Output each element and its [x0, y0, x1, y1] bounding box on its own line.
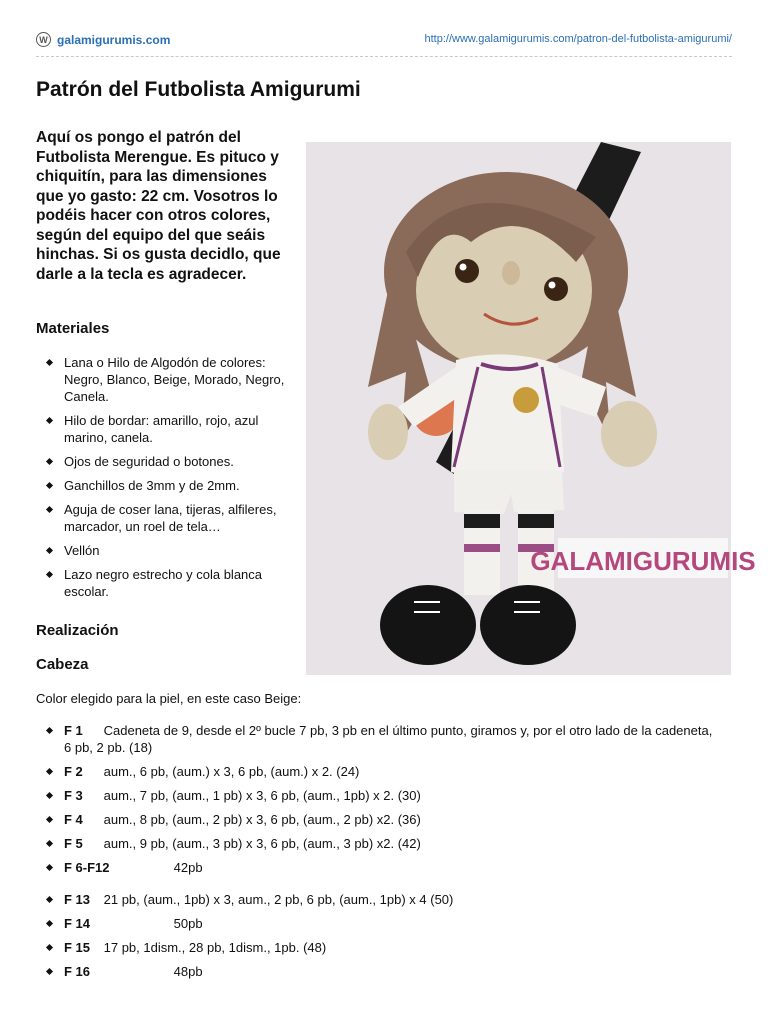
materiales-list	[36, 354, 294, 607]
round-text: Cadeneta de 9, desde el 2º bucle 7 pb, 3 pb en el último punto, giramos y, por el otro lado de la cadeneta, 6 pb, 2 pb. (18)	[64, 723, 713, 755]
list-item: Ojos de seguridad o botones.	[36, 453, 294, 470]
photo-watermark: GALAMIGURUMIS	[530, 546, 756, 576]
list-item	[36, 722, 716, 756]
round-text: 50pb	[173, 916, 203, 931]
article-title: Patrón del Futbolista Amigurumi	[36, 78, 361, 101]
list-item	[36, 811, 716, 828]
list-item: Ganchillos de 3mm y de 2mm.	[36, 477, 294, 494]
round-text: aum., 7 pb, (aum., 1 pb) x 3, 6 pb, (aum., 1pb) x 2. (30)	[103, 788, 421, 803]
amigurumi-photo	[306, 142, 756, 675]
materiales-heading: Materiales	[36, 320, 110, 337]
list-item	[36, 891, 716, 908]
round-label: F 3	[64, 788, 83, 803]
round-label: F 13	[64, 892, 91, 907]
round-text: aum., 8 pb, (aum., 2 pb) x 3, 6 pb, (aum., 2 pb) x2. (36)	[103, 812, 421, 827]
round-text: 42pb	[173, 860, 203, 875]
round-label: F 14	[64, 916, 91, 931]
list-item: Vellón	[36, 542, 294, 559]
realizacion-heading: Realización	[36, 622, 119, 639]
list-item	[36, 915, 716, 932]
list-item: Hilo de bordar: amarillo, rojo, azul marino, canela.	[36, 412, 294, 446]
list-item	[36, 939, 716, 956]
round-text: 21 pb, (aum., 1pb) x 3, aum., 2 pb, 6 pb, (aum., 1pb) x 4 (50)	[103, 892, 454, 907]
round-label: F 4	[64, 812, 83, 827]
round-text: aum., 6 pb, (aum.) x 3, 6 pb, (aum.) x 2. (24)	[103, 764, 360, 779]
list-item: Lazo negro estrecho y cola blanca escolar.	[36, 566, 294, 600]
round-text: 48pb	[173, 964, 203, 979]
color-note: Color elegido para la piel, en este caso Beige:	[36, 691, 302, 706]
site-brand[interactable]	[36, 32, 170, 47]
round-label: F 6-F12	[64, 860, 110, 875]
list-item	[36, 859, 716, 876]
round-label: F 15	[64, 940, 91, 955]
page-header	[36, 32, 732, 57]
round-label: F 16	[64, 964, 91, 979]
amigurumi-illustration	[306, 142, 756, 675]
intro-paragraph: Aquí os pongo el patrón del Futbolista Merengue. Es pituco y chiquitín, para las dimensiones que yo gasto: 22 cm. Vosotros lo podéis hacer con otros colores, según del equipo del que seáis hinchas. Si os gusta decidlo, que darle a la tecla es agradecer.	[36, 129, 281, 283]
wordpress-icon: W	[36, 32, 51, 47]
list-item: Aguja de coser lana, tijeras, alfileres, marcador, un roel de tela…	[36, 501, 294, 535]
list-item: Lana o Hilo de Algodón de colores: Negro, Blanco, Beige, Morado, Negro, Canela.	[36, 354, 294, 405]
round-text: aum., 9 pb, (aum., 3 pb) x 3, 6 pb, (aum., 3 pb) x2. (42)	[103, 836, 421, 851]
list-item	[36, 963, 716, 980]
list-item	[36, 835, 716, 852]
round-label: F 1	[64, 723, 83, 738]
round-label: F 2	[64, 764, 83, 779]
list-item	[36, 787, 716, 804]
round-text: 17 pb, 1dism., 28 pb, 1dism., 1pb. (48)	[103, 940, 327, 955]
site-name-link[interactable]: galamigurumis.com	[57, 32, 171, 47]
list-item	[36, 763, 716, 780]
rounds-list	[36, 722, 716, 883]
rounds-list-continued	[36, 891, 716, 987]
round-label: F 5	[64, 836, 83, 851]
page-url-link[interactable]: http://www.galamigurumis.com/patron-del-futbolista-amigurumi/	[424, 33, 732, 45]
cabeza-heading: Cabeza	[36, 656, 89, 673]
